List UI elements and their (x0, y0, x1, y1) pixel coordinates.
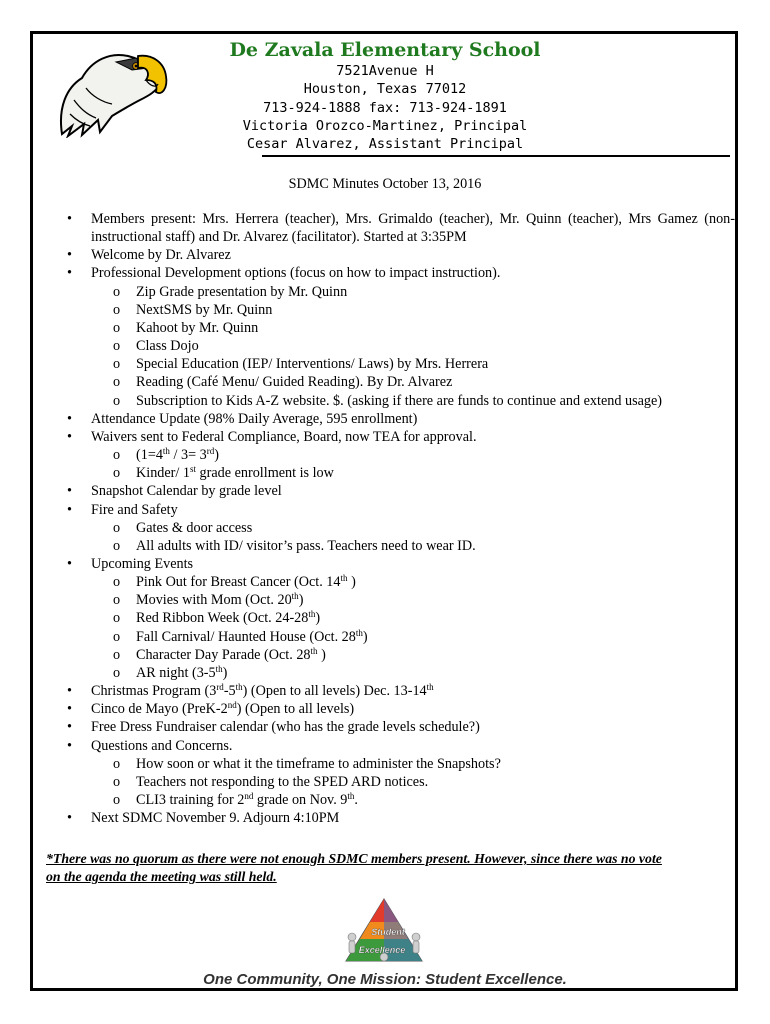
list-item: • Next SDMC November 9. Adjourn 4:10PM (60, 809, 735, 827)
sub-list-item: o Zip Grade presentation by Mr. Quinn (60, 283, 735, 301)
sub-list-item: o Kahoot by Mr. Quinn (60, 319, 735, 337)
sub-list-item: o CLI3 training for 2nd grade on Nov. 9th. (60, 791, 735, 809)
quorum-footnote: *There was no quorum as there were not enough SDMC members present. However, since there was no vote on the agenda the meeting was still held. (46, 851, 662, 885)
list-item: • Fire and Safety (60, 501, 735, 519)
sub-list-item: o Teachers not responding to the SPED ARD notices. (60, 773, 735, 791)
sub-list-item: o Character Day Parade (Oct. 28th ) (60, 646, 735, 664)
header-divider (262, 155, 730, 157)
sub-list-item: o Subscription to Kids A-Z website. $. (asking if there are funds to continue and extend usage) (60, 392, 735, 410)
sub-list-item: o Fall Carnival/ Haunted House (Oct. 28th) (60, 628, 735, 646)
list-item: • Members present: Mrs. Herrera (teacher), Mrs. Grimaldo (teacher), Mr. Quinn (teacher), Mrs Gamez (non-instructional staff) and Dr. Alvarez (facilitator). Started at 3:35PM (60, 210, 735, 246)
sub-list-item: o Pink Out for Breast Cancer (Oct. 14th ) (60, 573, 735, 591)
sub-list-item: o Kinder/ 1st grade enrollment is low (60, 464, 735, 482)
list-item: • Snapshot Calendar by grade level (60, 482, 735, 500)
list-item: • Cinco de Mayo (PreK-2nd) (Open to all levels) (60, 700, 735, 718)
list-item: • Attendance Update (98% Daily Average, 595 enrollment) (60, 410, 735, 428)
sub-list-item: o Red Ribbon Week (Oct. 24-28th) (60, 609, 735, 627)
list-item: • Christmas Program (3rd-5th) (Open to all levels) Dec. 13-14th (60, 682, 735, 700)
student-excellence-logo (338, 895, 430, 970)
city-line: Houston, Texas 77012 (303, 81, 467, 98)
minutes-title: SDMC Minutes October 13, 2016 (288, 176, 482, 192)
list-item: • Upcoming Events (60, 555, 735, 573)
minutes-list (60, 210, 735, 827)
school-header (170, 38, 600, 153)
logo-text-excellence: Excellence (358, 945, 406, 955)
address-line: 7521Avenue H (336, 63, 434, 79)
motto: One Community, One Mission: Student Excellence. (203, 971, 567, 988)
sub-list-item: o Reading (Café Menu/ Guided Reading). By Dr. Alvarez (60, 373, 735, 391)
eagle-logo (52, 38, 170, 138)
sub-list-item: o AR night (3-5th) (60, 664, 735, 682)
phone-line: 713-924-1888 fax: 713-924-1891 (263, 99, 507, 116)
list-item: • Waivers sent to Federal Compliance, Board, now TEA for approval. (60, 428, 735, 446)
logo-text-student: Student (371, 927, 405, 937)
sub-list-item: o Class Dojo (60, 337, 735, 355)
list-item: • Welcome by Dr. Alvarez (60, 246, 735, 264)
sub-list-item: o NextSMS by Mr. Quinn (60, 301, 735, 319)
assistant-principal-line: Cesar Alvarez, Assistant Principal (246, 136, 524, 153)
list-item: • Professional Development options (focus on how to impact instruction). (60, 264, 735, 282)
sub-list-item: o Special Education (IEP/ Interventions/ Laws) by Mrs. Herrera (60, 355, 735, 373)
sub-list-item: o All adults with ID/ visitor’s pass. Teachers need to wear ID. (60, 537, 735, 555)
list-item: • Questions and Concerns. (60, 737, 735, 755)
sub-list-item: o How soon or what it the timeframe to administer the Snapshots? (60, 755, 735, 773)
sub-list-item: o Gates & door access (60, 519, 735, 537)
list-item: • Free Dress Fundraiser calendar (who has the grade levels schedule?) (60, 718, 735, 736)
sub-list-item: o (1=4th / 3= 3rd) (60, 446, 735, 464)
principal-line: Victoria Orozco-Martinez, Principal (242, 117, 528, 134)
sub-list-item: o Movies with Mom (Oct. 20th) (60, 591, 735, 609)
school-name: De Zavala Elementary School (229, 39, 541, 61)
